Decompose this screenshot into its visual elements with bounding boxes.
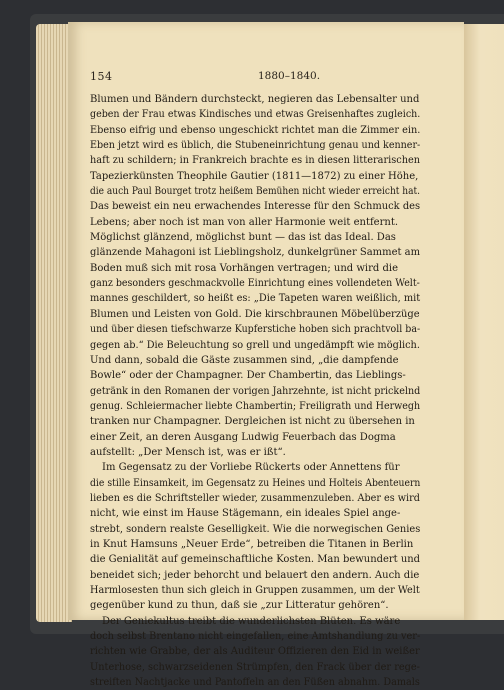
text-line: geben der Frau etwas Kindisches und etwas Greisenhaftes zugleich. [90, 109, 421, 121]
text-line: Und dann, sobald die Gäste zusammen sind, „die dampfende [90, 354, 399, 366]
text-line: gegen ab.“ Die Beleuchtung so grell und ungedämpft wie möglich. [90, 339, 420, 351]
text-line: ganz besonders geschmackvolle Einrichtung eines vollendeten Welt- [90, 278, 420, 290]
text-line: Unterhose, schwarzseidenen Strümpfen, den Frack über der rege- [90, 661, 420, 673]
body-text [90, 92, 420, 690]
text-line: Lebens; aber noch ist man von aller Harmonie weit entfernt. [90, 216, 399, 228]
text-line: beneidet sich; jeder behorcht und belauert den andern. Auch die [90, 569, 420, 581]
text-line: richten wie Grabbe, der als Auditeur Offizieren den Eid in weißer [90, 646, 420, 658]
text-line: glänzende Mahagoni ist Lieblingsholz, dunkelgrüner Sammet am [90, 247, 421, 259]
text-line: Das beweist ein neu erwachendes Interesse für den Schmuck des [90, 201, 421, 213]
facing-page-edge [464, 24, 504, 620]
text-line: getränk in den Romanen der vorigen Jahrzehnte, ist nicht prickelnd [90, 385, 421, 397]
text-line: Der Geniekultus treibt die wunderlichsten Blüten. Es wäre [102, 615, 401, 627]
text-line: Ebenso eifrig und ebenso ungeschickt richtet man die Zimmer ein. [90, 124, 421, 136]
text-line: streiften Nachtjacke und Pantoffeln an den Füßen abnahm. Damals [90, 677, 420, 689]
text-line: genug. Schleiermacher liebte Chambertin; Freiligrath und Herwegh [90, 400, 421, 412]
text-line: strebt, sondern realste Geselligkeit. Wie die norwegischen Genies [90, 523, 421, 535]
text-line: gegenüber kund zu thun, daß sie „zur Litteratur gehören“. [90, 600, 389, 612]
text-line: Harmlosesten thun sich gleich in Gruppen zusammen, um der Welt [90, 585, 420, 596]
text-line: Eben jetzt wird es üblich, die Stubeneinrichtung genau und kenner- [90, 140, 421, 152]
text-line: Blumen und Leisten von Gold. Die kirschbraunen Möbelüberzüge [90, 308, 420, 320]
text-line: und über diesen tiefschwarze Kupferstiche hoben sich prachtvoll ba- [90, 324, 421, 336]
text-line: Boden muß sich mit rosa Vorhängen vertragen; und wird die [90, 262, 398, 274]
text-line: Möglichst glänzend, möglichst bunt — das ist das Ideal. Das [90, 232, 396, 244]
text-line: Im Gegensatz zu der Vorliebe Rückerts oder Annettens für [102, 462, 400, 474]
text-line: haft zu schildern; in Frankreich brachte es in diesen litterarischen [90, 155, 421, 167]
text-line: aufstellt: „Der Mensch ist, was er ißt“. [90, 446, 286, 458]
text-line: Bowle“ oder der Champagner. Der Chambertin, das Lieblings- [90, 370, 406, 382]
page-number: 154 [90, 70, 113, 83]
text-line: lieben es die Schriftsteller wieder, zusammenzuleben. Aber es wird [90, 492, 420, 504]
text-line: doch selbst Brentano nicht eingefallen, eine Amtshandlung zu ver- [90, 631, 421, 643]
text-line: die stille Einsamkeit, im Gegensatz zu Heines und Holteis Abenteuern [90, 477, 421, 489]
text-line: nicht, wie einst im Hause Stägemann, ein ideales Spiel ange- [90, 508, 401, 520]
text-line: Tapezierkünsten Theophile Gautier (1811—1872) zu einer Höhe, [90, 170, 419, 182]
page-stack-edges [36, 24, 72, 622]
text-line: die Genialität auf gemeinschaftliche Kosten. Man bewundert und [90, 554, 421, 566]
text-line: Blumen und Bändern durchsteckt, negieren das Lebensalter und [90, 94, 420, 105]
text-line: tranken nur Champagner. Dergleichen ist nicht zu übersehen in [90, 416, 415, 428]
text-line: die auch Paul Bourget trotz heißem Bemühen nicht wieder erreicht hat. [90, 186, 421, 198]
text-line: in Knut Hamsuns „Neuer Erde“, betreiben die Titanen in Berlin [90, 538, 414, 550]
page-header [90, 70, 420, 84]
text-line: mannes geschildert, so heißt es: „Die Tapeten waren weißlich, mit [90, 293, 421, 305]
running-head: 1880–1840. [258, 70, 321, 82]
text-line: einer Zeit, an deren Ausgang Ludwig Feuerbach das Dogma [90, 431, 396, 443]
